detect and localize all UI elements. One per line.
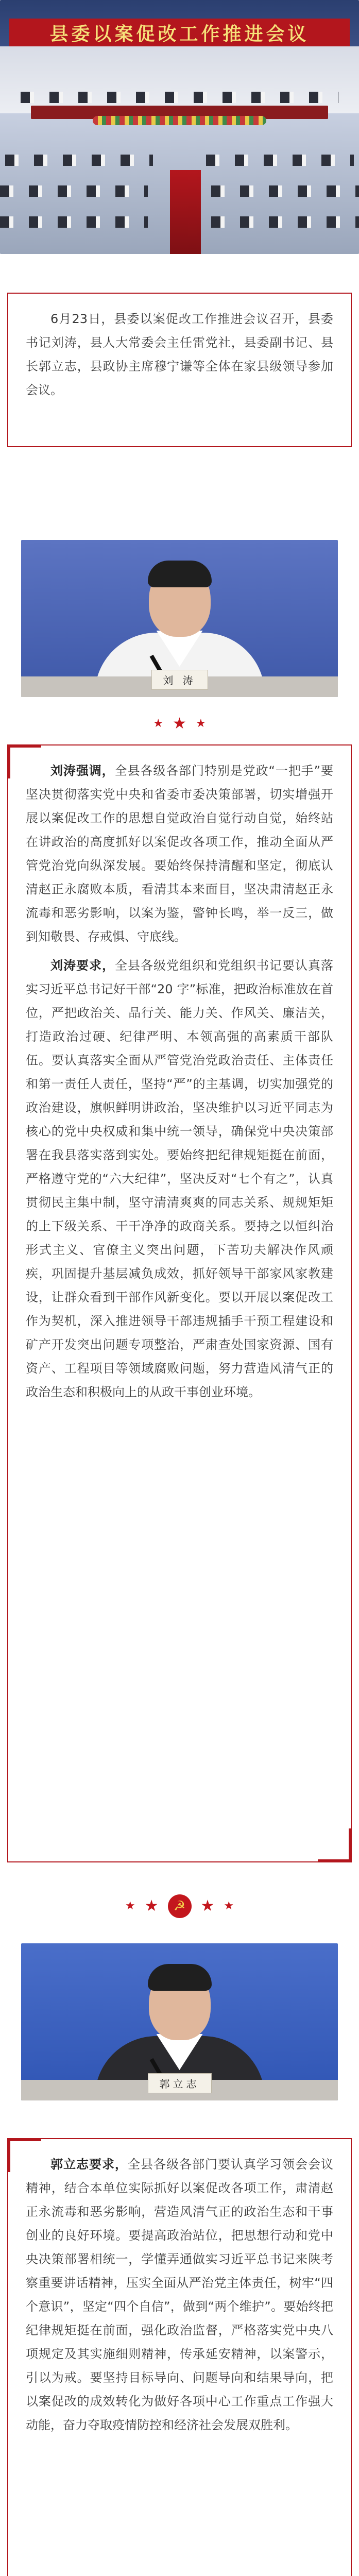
star-icon: ★: [195, 717, 206, 730]
speech-text: 全县各级各部门特别是党政“一把手”要坚决贯彻落实党中央和省委市委决策部署，切实增强开展以案促改工作的思想自觉政治自觉行动自觉，始终站在讲政治的高度抓好以案促改各项工作，推动全面从严管党治党向纵深发展。要始终保持清醒和坚定，彻底认清赵正永腐败本质，看清其本来面目，坚决肃清赵正永流毒和恶劣影响，以案为鉴，警钟长鸣，举一反三，做到知敬畏、存戒惧、守底线。: [26, 764, 333, 944]
star-icon: ★: [153, 717, 164, 730]
speech-text: 全县各级各部门要认真学习领会会议精神，结合本单位实际抓好以案促改各项工作，肃清赵正永流毒和恶劣影响，营造风清气正的政治生态和干事创业的良好环境。要提高政治站位，把思想行动和党中央决策部署相统一，学懂弄通做实习近平总书记来陕考察重要讲话精神，压实全面从严治党主体责任，树牢“四个意识”，坚定“四个自信”，做到“两个维护”。要始终把纪律规矩挺在前面，强化政治监督，严格落实党中央八项规定及其实施细则精神，传承延安精神，以案警示，引以为戒。要坚持目标导向、问题导向和结果导向，把以案促改的成效转化为做好各项中心工作重点工作强大动能，奋力夺取疫情防控和经济社会发展双胜利。: [26, 2157, 333, 2432]
rostrum-leaders: [21, 92, 338, 103]
speech-lead: 刘涛强调，: [50, 764, 115, 778]
intro-paragraph: 6月23日，县委以案促改工作推进会议召开，县委书记刘涛，县人大常委会主任雷党社，县委副书记、县长郭立志，县政协主席穆宁谦等全体在家县级领导参加会议。: [26, 312, 333, 397]
corner-accent: [7, 2138, 41, 2172]
audience-row: [206, 155, 354, 166]
audience-row: [211, 185, 359, 197]
figure-hair: [148, 561, 212, 587]
nameplate: 郭立志: [148, 2073, 212, 2093]
figure-hair: [148, 1964, 212, 1991]
corner-accent: [7, 744, 41, 778]
speech-lead: 刘涛要求，: [50, 958, 115, 973]
audience-row: [0, 185, 148, 197]
star-icon: ★: [200, 1897, 215, 1915]
audience-row: [211, 216, 359, 228]
stage-flowers: [93, 116, 266, 125]
stage-backdrop: [0, 46, 359, 113]
banner-photo: [0, 0, 359, 254]
speech-paragraph: [26, 759, 333, 948]
portrait-guo-lizhi: [21, 1943, 338, 2100]
star-icon: ★: [125, 1900, 135, 1912]
portrait-liu-tao: [21, 540, 338, 697]
star-divider: [0, 708, 359, 739]
center-aisle: [170, 170, 201, 254]
emblem-divider: [0, 1891, 359, 1922]
star-icon: ★: [144, 1897, 159, 1915]
speech-text: 全县各级党组织和党组织书记要认真落实习近平总书记好干部“20 字”标准，把政治标准放在首位，严把政治关、品行关、能力关、作风关、廉洁关，打造政治过硬、纪律严明、本领高强的高素质干部队伍。要认真落实全面从严管党治党政治责任、主体责任和第一责任人责任，坚持“严”的主基调，切实加强党的政治建设，旗帜鲜明讲政治，坚决维护以习近平同志为核心的党中央权威和集中统一领导，确保党中央决策部署在我县落实落到实处。要始终把纪律规矩挺在前面，严格遵守党的“六大纪律”，坚决反对“七个有之”，认真贯彻民主集中制，坚守清清爽爽的同志关系、规规矩矩的上下级关系、干干净净的政商关系。要持之以恒纠治形式主义、官僚主义突出问题，下苦功夫解决作风顽疾，巩固提升基层减负成效，抓好领导干部家风家教建设，让群众看到干部作风新变化。要以开展以案促改工作为契机，深入推进领导干部违规插手干预工程建设和矿产开发突出问题专项整治，严肃查处国家资源、国有资产、工程项目等领域腐败问题，努力营造风清气正的政治生态和积极向上的从政干事创业环境。: [26, 958, 333, 1399]
speech-paragraph: [26, 954, 333, 1404]
corner-accent: [318, 1828, 352, 1862]
speech-paragraph: [26, 2153, 333, 2437]
liu-tao-speech-box: [7, 744, 352, 1862]
star-icon: ★: [173, 715, 186, 733]
party-emblem-icon: ☭: [168, 1894, 192, 1918]
audience-row: [0, 216, 148, 228]
intro-box: [7, 293, 352, 447]
audience-row: [5, 155, 153, 166]
banner-title-bar: [9, 19, 350, 46]
banner-title: 县委以案促改工作推进会议: [49, 23, 310, 45]
nameplate: 刘 涛: [151, 670, 208, 690]
guo-lizhi-speech-box: [7, 2138, 352, 2576]
star-icon: ★: [224, 1900, 234, 1912]
speech-lead: 郭立志要求，: [50, 2157, 128, 2172]
